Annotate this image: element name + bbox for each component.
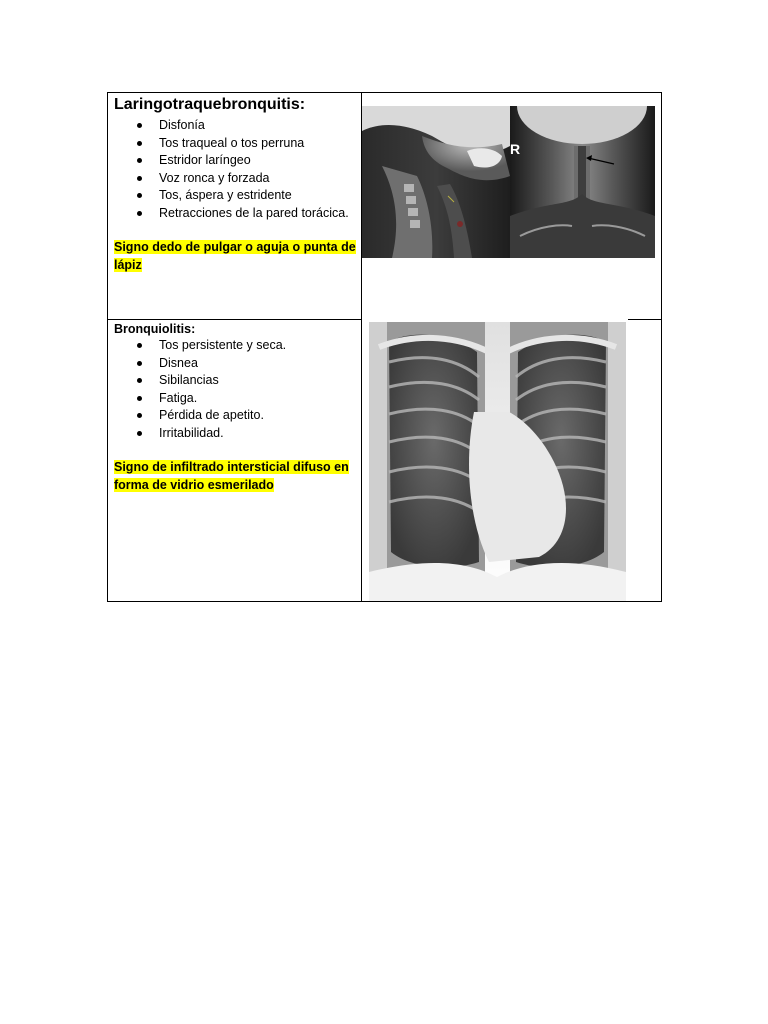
- radiologic-sign: [114, 458, 358, 494]
- highlighted-sign-text: Signo de infiltrado intersticial difuso en forma de vidrio esmerilado: [114, 460, 349, 492]
- list-item: Disfonía: [136, 117, 358, 135]
- content-table: [107, 92, 662, 602]
- section-title: Laringotraquebronquitis:: [114, 96, 306, 113]
- list-item: Tos persistente y seca.: [136, 337, 358, 355]
- image-orientation-label: R: [510, 141, 521, 157]
- highlighted-sign-text: Signo dedo de pulgar o aguja o punta de lápiz: [114, 240, 356, 272]
- radiologic-sign: [114, 238, 358, 274]
- section-title: Bronquiolitis:: [114, 322, 196, 336]
- list-item: Estridor laríngeo: [136, 152, 358, 170]
- list-item: Irritabilidad.: [136, 425, 358, 443]
- bronquiolitis-cell: [114, 321, 358, 494]
- ap-neck-xray-image: [510, 106, 655, 258]
- chest-xray-image: [369, 322, 626, 601]
- list-item: Tos, áspera y estridente: [136, 187, 358, 205]
- symptom-list: [114, 117, 358, 222]
- list-item: Pérdida de apetito.: [136, 407, 358, 425]
- row-divider: [108, 319, 361, 320]
- list-item: Tos traqueal o tos perruna: [136, 135, 358, 153]
- laringotraquebronquitis-cell: [114, 95, 358, 274]
- list-item: Voz ronca y forzada: [136, 170, 358, 188]
- list-item: Sibilancias: [136, 372, 358, 390]
- list-item: Disnea: [136, 355, 358, 373]
- list-item: Retracciones de la pared torácica.: [136, 205, 358, 223]
- row-divider-right: [628, 319, 662, 320]
- lateral-neck-xray-image: [362, 106, 510, 258]
- list-item: Fatiga.: [136, 390, 358, 408]
- symptom-list: [114, 337, 358, 442]
